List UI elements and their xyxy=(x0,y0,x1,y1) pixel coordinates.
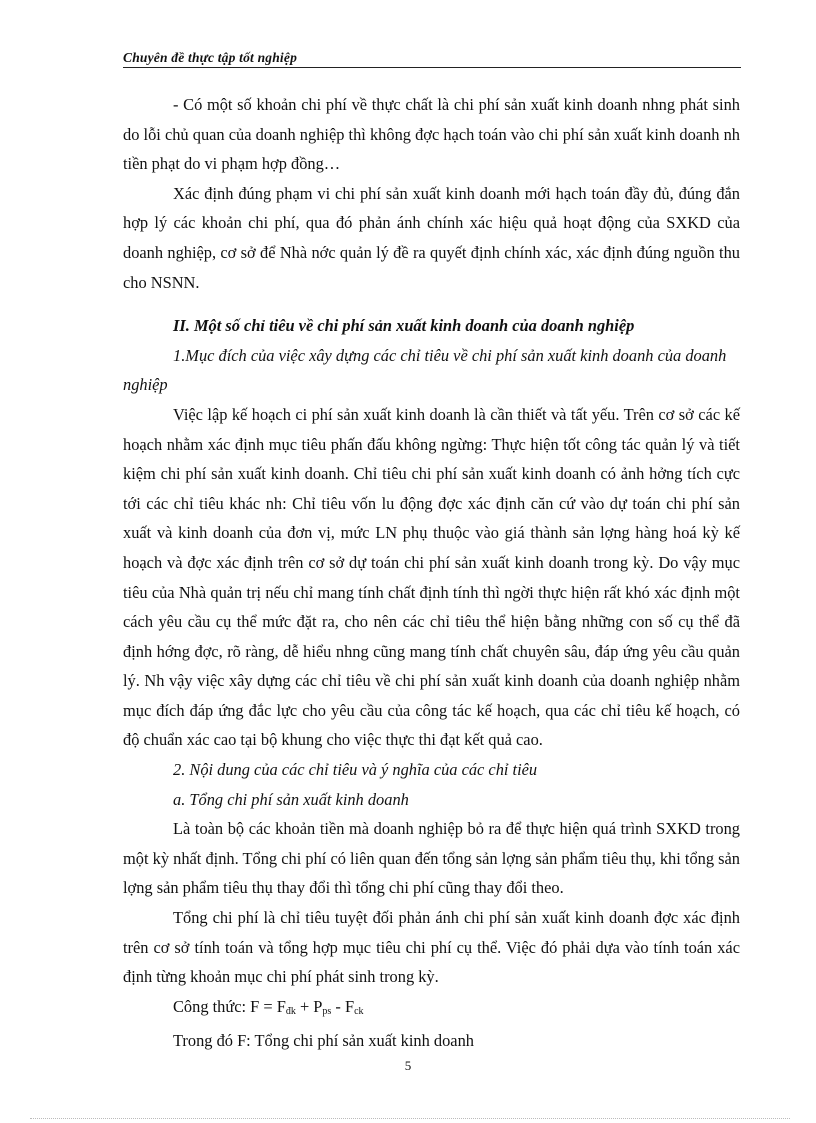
formula-sub-ps: ps xyxy=(322,1005,332,1017)
paragraph-total-cost-1: Là toàn bộ các khoản tiền mà doanh nghiệp bỏ ra để thực hiện quá trình SXKD trong một kỳ nhất định. Tổng chi phí có liên quan đến tổng sản lợng sản phẩm tiêu thụ, khi tổng sản lợng sản phẩm tiêu thụ thay đổi thì tổng chi phí cũng thay đổi theo. xyxy=(123,819,740,898)
formula-label: Công thức: F = F xyxy=(173,996,286,1016)
formula xyxy=(123,992,740,1027)
paragraph-2: Xác định đúng phạm vi chi phí sản xuất kinh doanh mới hạch toán đầy đủ, đúng đắn hợp lý các khoản chi phí, qua đó phản ánh chính xác hiệu quả hoạt động của SXKD của doanh nghiệp, cơ sở để Nhà nớc quản lý đề ra quyết định chính xác, xác định đúng nguồn thu cho NSNN. xyxy=(123,183,740,292)
paragraph-total-cost-2: Tổng chi phí là chỉ tiêu tuyệt đối phản ánh chi phí sản xuất kinh doanh đợc xác định trên cơ sở tính toán và tổng hợp mục tiêu chi phí cụ thể. Việc đó phải dựa vào tính toán xác định từng khoản mục chi phí phát sinh trong kỳ. xyxy=(123,908,740,987)
document-body xyxy=(123,90,740,1056)
header-title: Chuyên đề thực tập tốt nghiệp xyxy=(123,50,298,65)
formula-where: Trong đó F: Tổng chi phí sản xuất kinh doanh xyxy=(173,1031,474,1051)
paragraph-1: - Có một số khoản chi phí về thực chất là chi phí sản xuất kinh doanh nhng phát sinh do lỗi chủ quan của doanh nghiệp thì không đợc hạch toán vào chi phí sản xuất kinh doanh nh tiền phạt do vi phạm hợp đồng… xyxy=(123,95,740,174)
section-heading-2: II. Một số chỉ tiêu về chi phí sản xuất kinh doanh của doanh nghiệp xyxy=(173,316,635,336)
formula-minus: - F xyxy=(331,996,355,1016)
formula-sub-dk: đk xyxy=(285,1005,296,1017)
bottom-divider xyxy=(30,1118,790,1119)
subheading-2a: a. Tổng chi phí sản xuất kinh doanh xyxy=(173,789,409,809)
formula-sub-ck: ck xyxy=(354,1005,364,1017)
page-number: 5 xyxy=(404,1058,412,1073)
page-header xyxy=(123,50,741,68)
subheading-2: 2. Nội dung của các chỉ tiêu và ý nghĩa của các chỉ tiêu xyxy=(173,760,538,780)
subheading-1: 1.Mục đích của việc xây dựng các chỉ tiêu về chi phí sản xuất kinh doanh của doanh nghiệp xyxy=(123,345,727,395)
paragraph-purpose: Việc lập kế hoạch ci phí sản xuất kinh doanh là cần thiết và tất yếu. Trên cơ sở các kế hoạch nhằm xác định mục tiêu phấn đấu không ngừng: Thực hiện tốt công tác quản lý và tiết kiệm chi phí sản xuất kinh doanh. Chỉ tiêu chi phí sản xuất kinh doanh có ảnh hởng tích cực tới các chỉ tiêu khác nh: Chỉ tiêu vốn lu động đợc xác định căn cứ vào dự toán chi phí sản xuất và kinh doanh của đơn vị, mức LN phụ thuộc vào giá thành sản lợng hàng hoá kỳ kế hoạch và đợc xác định trên cơ sở dự toán chi phí sản xuất kinh doanh trong kỳ. Do vậy mục tiêu của Nhà quản trị nếu chỉ mang tính chất định tính thì ngời thực hiện rất khó xác định một cách yêu cầu cụ thể mức đặt ra, cho nên các chỉ tiêu thể hiện bằng những con số cụ thể đã định hớng đợc, rõ ràng, dễ hiểu nhng cũng mang tính chất chuyên sâu, đáp ứng yêu cầu quản lý. Nh vậy việc xây dựng các chỉ tiêu về chi phí sản xuất kinh doanh của doanh nghiệp nhằm mục đích đáp ứng đắc lực cho yêu cầu của công tác kế hoạch, qua các chỉ tiêu kế hoạch, có độ chuẩn xác cao tại bộ khung cho việc thực thi đạt kết quả cao. xyxy=(123,404,740,750)
formula-plus: + P xyxy=(295,996,323,1016)
